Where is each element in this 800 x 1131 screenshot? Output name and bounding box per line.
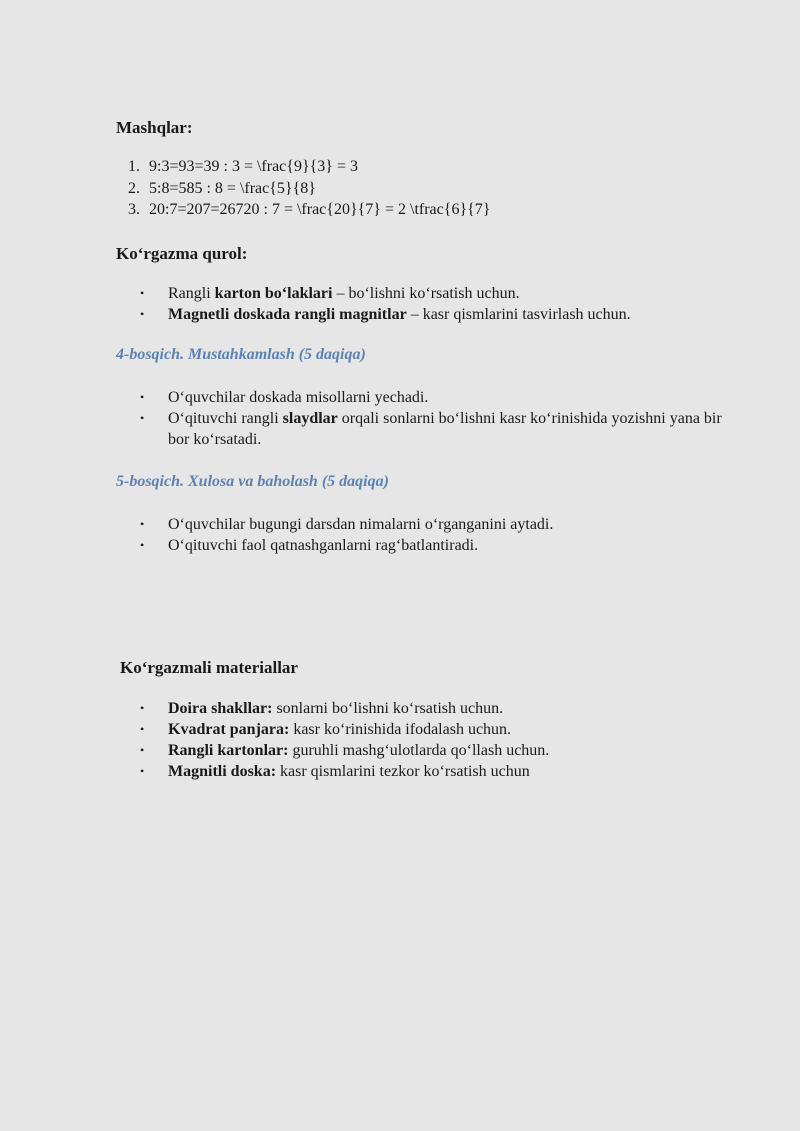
bullet-icon: • bbox=[140, 538, 145, 552]
list-item: • Kvadrat panjara: kasr ko‘rinishida ifodalash uchun. bbox=[136, 719, 736, 740]
bullet-icon: • bbox=[140, 517, 145, 531]
bullet-icon: • bbox=[140, 743, 145, 757]
list-item: • Doira shakllar: sonlarni bo‘lishni ko‘rsatish uchun. bbox=[136, 698, 736, 719]
bullet-icon: • bbox=[140, 307, 145, 321]
bullet-icon: • bbox=[140, 411, 145, 425]
bullet-icon: • bbox=[140, 390, 145, 404]
korgazma-qurol-heading: Ko‘rgazma qurol: bbox=[116, 244, 248, 263]
materiallar-list bbox=[136, 698, 736, 782]
list-item: • O‘quvchilar doskada misollarni yechadi. bbox=[136, 387, 736, 408]
list-item bbox=[116, 199, 490, 221]
exercise-text: 20:7=207=26720 : 7 = \frac{20}{7} = 2 \tfrac{6}{7} bbox=[149, 201, 491, 218]
item-number: 1. bbox=[128, 158, 140, 175]
item-number: 3. bbox=[128, 201, 140, 218]
list-item bbox=[116, 156, 490, 178]
bosqich4-heading: 4-bosqich. Mustahkamlash (5 daqiqa) bbox=[116, 346, 366, 363]
list-item: • O‘qituvchi rangli slaydlar orqali sonlarni bo‘lishni kasr ko‘rinishida yozishni yana bir bor ko‘rsatadi. bbox=[136, 408, 736, 450]
bullet-icon: • bbox=[140, 286, 145, 300]
bullet-icon: • bbox=[140, 701, 145, 715]
list-item: • Rangli kartonlar: guruhli mashg‘ulotlarda qo‘llash uchun. bbox=[136, 740, 736, 761]
bullet-icon: • bbox=[140, 722, 145, 736]
bosqich5-list bbox=[136, 514, 736, 556]
exercise-text: 5:8=585 : 8 = \frac{5}{8} bbox=[149, 179, 316, 197]
mashqlar-heading: Mashqlar: bbox=[116, 118, 193, 137]
bosqich5-heading: 5-bosqich. Xulosa va baholash (5 daqiqa) bbox=[116, 473, 389, 490]
list-item: • Magnetli doskada rangli magnitlar – kasr qismlarini tasvirlash uchun. bbox=[136, 304, 736, 325]
bullet-icon: • bbox=[140, 764, 145, 778]
list-item: • Rangli karton bo‘laklari – bo‘lishni ko‘rsatish uchun. bbox=[136, 283, 736, 304]
exercise-list bbox=[116, 156, 490, 221]
list-item: • O‘qituvchi faol qatnashganlarni rag‘batlantiradi. bbox=[136, 535, 736, 556]
exercise-text: 9:3=93=39 : 3 = \frac{9}{3} = 3 bbox=[149, 158, 359, 175]
bosqich4-list bbox=[136, 387, 736, 450]
item-number: 2. bbox=[128, 179, 140, 197]
materiallar-heading: Ko‘rgazmali materiallar bbox=[120, 658, 298, 677]
korgazma-qurol-list bbox=[136, 283, 736, 325]
list-item: • Magnitli doska: kasr qismlarini tezkor ko‘rsatish uchun bbox=[136, 761, 736, 782]
list-item bbox=[116, 178, 490, 200]
list-item: • O‘quvchilar bugungi darsdan nimalarni o‘rganganini aytadi. bbox=[136, 514, 736, 535]
